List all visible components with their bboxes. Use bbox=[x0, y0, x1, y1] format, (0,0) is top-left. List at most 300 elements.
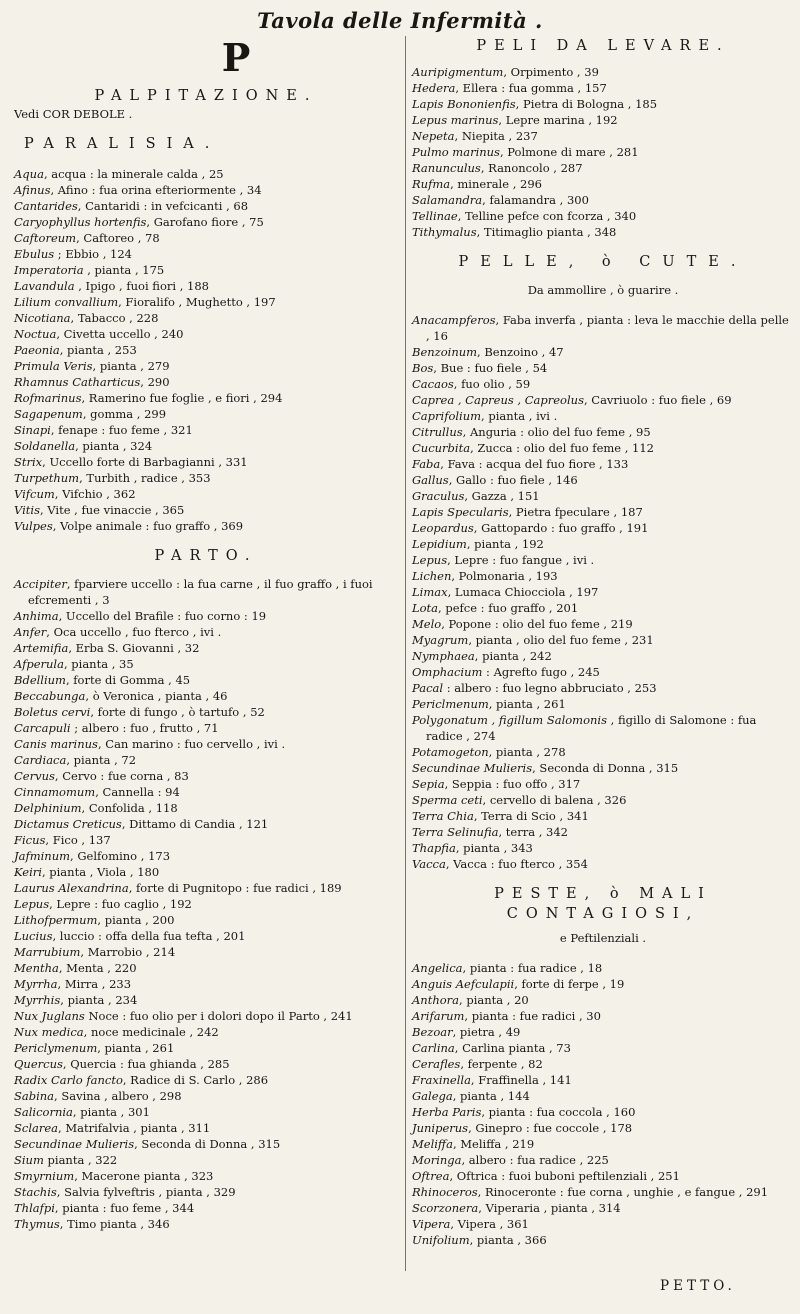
entry-text: , fuo olio , 59 bbox=[453, 377, 531, 391]
entry-term: Vifcum bbox=[14, 487, 55, 501]
entry-text: , Garofano fiore , 75 bbox=[146, 215, 264, 229]
entry-term: Vipera bbox=[412, 1217, 451, 1231]
index-entry bbox=[14, 912, 398, 928]
entry-text: , Rinoceronte : fue corna , unghie , e fangue , 291 bbox=[477, 1185, 769, 1199]
index-entry bbox=[412, 424, 794, 440]
entry-text: , pianta , 242 bbox=[474, 649, 552, 663]
entry-term: Sium bbox=[14, 1153, 44, 1167]
entry-text: , Cavriuolo : fuo fiele , 69 bbox=[583, 393, 732, 407]
entry-term: Pulmo marinus bbox=[412, 145, 500, 159]
index-entry bbox=[14, 246, 398, 262]
entry-term: Anguis Aefculapii bbox=[412, 977, 515, 991]
entry-term: Cervus bbox=[14, 769, 55, 783]
entry-term: Primula Veris bbox=[14, 359, 93, 373]
entry-text: , Civetta uccello , 240 bbox=[56, 327, 184, 341]
entry-text: , pianta , 324 bbox=[75, 439, 153, 453]
entry-term: Fraxinella bbox=[412, 1073, 471, 1087]
entry-term: Lota bbox=[412, 601, 439, 615]
index-entry bbox=[412, 1056, 794, 1072]
entry-text: , pianta , 279 bbox=[92, 359, 170, 373]
entry-text: , Orpimento , 39 bbox=[503, 65, 599, 79]
index-entry bbox=[14, 1184, 398, 1200]
index-entry bbox=[14, 1152, 398, 1168]
index-entry bbox=[14, 928, 398, 944]
column-divider bbox=[405, 36, 406, 1271]
left-column bbox=[14, 36, 398, 1232]
entry-text: , figillo di Salomone : fua radice , 274 bbox=[426, 713, 757, 743]
entry-term: Vitis bbox=[14, 503, 40, 517]
entry-term: Caprea , Capreus , Capreolus bbox=[412, 393, 584, 407]
entry-text: , pianta , 261 bbox=[97, 1041, 175, 1055]
index-entry bbox=[14, 294, 398, 310]
entry-term: Bezoar bbox=[412, 1025, 453, 1039]
entry-term: Nux medica bbox=[14, 1025, 84, 1039]
entry-term: Lapis Bononienfis bbox=[412, 97, 516, 111]
entry-text: , pianta , 278 bbox=[488, 745, 566, 759]
index-entry bbox=[412, 1200, 794, 1216]
index-entry bbox=[412, 616, 794, 632]
entry-text: , luccio : offa della fua tefta , 201 bbox=[52, 929, 246, 943]
entry-term: Caftoreum bbox=[14, 231, 77, 245]
entry-term: Marrubium bbox=[14, 945, 81, 959]
entry-text: , pianta , 175 bbox=[83, 263, 165, 277]
entry-text: , Timo pianta , 346 bbox=[59, 1217, 170, 1231]
index-entry bbox=[14, 960, 398, 976]
index-entry bbox=[14, 992, 398, 1008]
entry-term: Anfer bbox=[14, 625, 47, 639]
entry-text: , noce medicinale , 242 bbox=[83, 1025, 219, 1039]
entry-text: , Bue : fuo fiele , 54 bbox=[433, 361, 548, 375]
entry-term: Thymus bbox=[14, 1217, 60, 1231]
entry-term: Sperma ceti bbox=[412, 793, 483, 807]
entry-term: Potamogeton bbox=[412, 745, 489, 759]
index-entry bbox=[412, 1232, 794, 1248]
index-entry bbox=[412, 744, 794, 760]
entry-term: Ficus bbox=[14, 833, 46, 847]
index-entry bbox=[412, 568, 794, 584]
entry-term: Beccabunga bbox=[14, 689, 86, 703]
entry-text: , pianta , 253 bbox=[59, 343, 137, 357]
index-entry bbox=[14, 1136, 398, 1152]
entry-term: Gallus bbox=[412, 473, 449, 487]
entry-term: Aqua bbox=[14, 167, 44, 181]
entry-term: Caryophyllus hortenfis bbox=[14, 215, 147, 229]
entry-term: Periclymenum bbox=[14, 1041, 98, 1055]
entry-term: Anacampferos bbox=[412, 313, 496, 327]
entry-term: Herba Paris bbox=[412, 1105, 482, 1119]
index-entry bbox=[412, 192, 794, 208]
section-letter: P bbox=[221, 35, 251, 80]
heading-paralisia: PARALISIA. bbox=[24, 136, 221, 152]
entry-text: , pianta , 200 bbox=[97, 913, 175, 927]
entry-term: Salicornia bbox=[14, 1105, 73, 1119]
entry-text: , Gallo : fuo fiele , 146 bbox=[448, 473, 578, 487]
entry-term: Myrrhis bbox=[14, 993, 61, 1007]
entry-text: , Vipera , 361 bbox=[450, 1217, 529, 1231]
entry-text: , Macerone pianta , 323 bbox=[74, 1169, 214, 1183]
entry-text: , pianta , 366 bbox=[469, 1233, 547, 1247]
entry-text: , Ginepro : fue coccole , 178 bbox=[468, 1121, 633, 1135]
entry-text: , Zucca : olio del fuo feme , 112 bbox=[470, 441, 654, 455]
index-entry bbox=[14, 1056, 398, 1072]
index-entry bbox=[14, 800, 398, 816]
entry-term: Faba bbox=[412, 457, 441, 471]
entry-term: Terra Selinufia bbox=[412, 825, 499, 839]
index-entry bbox=[14, 1040, 398, 1056]
entry-text: , pianta : fuo feme , 344 bbox=[54, 1201, 195, 1215]
entry-term: Rofmarinus bbox=[14, 391, 82, 405]
index-entry bbox=[412, 360, 794, 376]
entry-text: , ferpente , 82 bbox=[460, 1057, 543, 1071]
index-entry bbox=[412, 960, 794, 976]
index-entry bbox=[412, 1072, 794, 1088]
index-entry bbox=[412, 664, 794, 680]
entry-term: Rufma bbox=[412, 177, 451, 191]
index-entry bbox=[14, 896, 398, 912]
entry-term: Galega bbox=[412, 1089, 453, 1103]
entry-text: , Erba S. Giovanni , 32 bbox=[68, 641, 200, 655]
entry-text: , Savina , albero , 298 bbox=[54, 1089, 182, 1103]
entry-text: , Lepre : fuo caglio , 192 bbox=[49, 897, 192, 911]
entry-text: , Lepre : fuo fangue , ivi . bbox=[447, 553, 595, 567]
index-entry bbox=[14, 576, 398, 608]
entry-term: Thapfia bbox=[412, 841, 456, 855]
index-entry bbox=[14, 816, 398, 832]
entry-term: Laurus Alexandrina bbox=[14, 881, 129, 895]
entry-text: , Afino : fua orina efteriormente , 34 bbox=[50, 183, 262, 197]
entry-text: , Vacca : fuo fterco , 354 bbox=[445, 857, 588, 871]
index-entry bbox=[412, 992, 794, 1008]
entry-text: , cervello di balena , 326 bbox=[482, 793, 627, 807]
index-entry bbox=[14, 640, 398, 656]
entry-text: , Polmonaria , 193 bbox=[451, 569, 558, 583]
entry-text: , forte di Gomma , 45 bbox=[65, 673, 191, 687]
index-entry bbox=[14, 1216, 398, 1232]
index-entry bbox=[14, 406, 398, 422]
entry-text: , Uccello forte di Barbagianni , 331 bbox=[42, 455, 248, 469]
entry-term: Lepidium bbox=[412, 537, 467, 551]
entry-text: , falamandra , 300 bbox=[482, 193, 589, 207]
entry-text: , Gelfomino , 173 bbox=[70, 849, 171, 863]
entry-text: , Polmone di mare , 281 bbox=[499, 145, 639, 159]
heading-peste: PESTE, ò MALI CONTAGIOSI, bbox=[494, 886, 712, 922]
entry-text: , Carlina pianta , 73 bbox=[454, 1041, 571, 1055]
heading-palpitazione: PALPITAZIONE. bbox=[94, 88, 318, 104]
entry-term: Anhima bbox=[14, 609, 59, 623]
entry-term: Imperatoria bbox=[14, 263, 84, 277]
entry-term: Salamandra bbox=[412, 193, 483, 207]
index-entry bbox=[14, 438, 398, 454]
entry-text: , Niepita , 237 bbox=[454, 129, 538, 143]
entry-text: , Seconda di Donna , 315 bbox=[134, 1137, 281, 1151]
index-entry bbox=[14, 470, 398, 486]
index-entry bbox=[412, 600, 794, 616]
entry-term: Auripigmentum bbox=[412, 65, 504, 79]
entry-text: , Pietra fpeculare , 187 bbox=[508, 505, 643, 519]
entry-text: , gomma , 299 bbox=[82, 407, 167, 421]
entry-text: , Lepre marina , 192 bbox=[498, 113, 618, 127]
index-entry bbox=[14, 720, 398, 736]
entry-term: Tithymalus bbox=[412, 225, 477, 239]
entry-term: Lichen bbox=[412, 569, 452, 583]
entry-term: Cinnamomum bbox=[14, 785, 96, 799]
index-entry bbox=[412, 504, 794, 520]
index-entry bbox=[412, 552, 794, 568]
entry-text: , Mirra , 233 bbox=[57, 977, 132, 991]
entry-text: , Confolida , 118 bbox=[81, 801, 178, 815]
index-entry bbox=[412, 648, 794, 664]
entry-text: , pianta , 192 bbox=[466, 537, 544, 551]
entry-term: Leopardus bbox=[412, 521, 474, 535]
entry-text: , Gazza , 151 bbox=[464, 489, 540, 503]
index-entry bbox=[14, 1008, 398, 1024]
index-entry bbox=[412, 64, 794, 80]
index-entry bbox=[412, 440, 794, 456]
index-entry bbox=[412, 392, 794, 408]
entry-text: , pianta , 72 bbox=[66, 753, 137, 767]
entry-text: , Seconda di Donna , 315 bbox=[532, 761, 679, 775]
right-column bbox=[412, 36, 794, 1248]
index-entry bbox=[14, 1088, 398, 1104]
index-entry bbox=[14, 848, 398, 864]
index-entry bbox=[412, 1088, 794, 1104]
entry-term: Noctua bbox=[14, 327, 57, 341]
entry-term: Anthora bbox=[412, 993, 460, 1007]
pelle-list bbox=[412, 312, 794, 872]
index-entry bbox=[412, 224, 794, 240]
entry-term: Smyrnium bbox=[14, 1169, 75, 1183]
index-entry bbox=[14, 608, 398, 624]
index-entry bbox=[412, 1184, 794, 1200]
entry-text: , terra , 342 bbox=[498, 825, 568, 839]
entry-term: Soldanella bbox=[14, 439, 76, 453]
entry-term: Bos bbox=[412, 361, 434, 375]
entry-term: Benzoinum bbox=[412, 345, 478, 359]
index-entry bbox=[14, 1200, 398, 1216]
entry-term: Unifolium bbox=[412, 1233, 470, 1247]
entry-term: Delphinium bbox=[14, 801, 82, 815]
index-entry bbox=[14, 278, 398, 294]
index-entry bbox=[412, 824, 794, 840]
entry-text: , Oca uccello , fuo fterco , ivi . bbox=[46, 625, 222, 639]
entry-text: , Oftrica : fuoi buboni peftilenziali , 251 bbox=[449, 1169, 680, 1183]
entry-term: Cerafles bbox=[412, 1057, 461, 1071]
entry-text: , pianta , 35 bbox=[63, 657, 134, 671]
entry-text: , Vifchio , 362 bbox=[54, 487, 136, 501]
index-entry bbox=[14, 358, 398, 374]
index-entry bbox=[14, 214, 398, 230]
entry-term: Lapis Specularis bbox=[412, 505, 509, 519]
entry-term: Nicotiana bbox=[14, 311, 71, 325]
index-entry bbox=[412, 1008, 794, 1024]
entry-term: Secundinae Mulieris bbox=[14, 1137, 135, 1151]
entry-text: , fenape : fuo feme , 321 bbox=[50, 423, 193, 437]
entry-text: , fparviere uccello : la fua carne , il fuo graffo , i fuoi efcrementi , 3 bbox=[28, 577, 373, 607]
entry-text: , Quercia : fua ghianda , 285 bbox=[62, 1057, 230, 1071]
entry-term: Lavandula bbox=[14, 279, 75, 293]
entry-text: , Uccello del Brafile : fuo corno : 19 bbox=[58, 609, 267, 623]
entry-term: Mentha bbox=[14, 961, 59, 975]
index-entry bbox=[14, 486, 398, 502]
entry-term: Rhinoceros bbox=[412, 1185, 478, 1199]
entry-term: Turpethum bbox=[14, 471, 80, 485]
index-entry bbox=[14, 310, 398, 326]
entry-text: , pianta : fua radice , 18 bbox=[462, 961, 603, 975]
page-title: Tavola delle Infermità . bbox=[257, 8, 543, 33]
entry-term: Boletus cervi bbox=[14, 705, 91, 719]
entry-term: Angelica bbox=[412, 961, 463, 975]
entry-text: , Viperaria , pianta , 314 bbox=[478, 1201, 621, 1215]
entry-term: Cardiaca bbox=[14, 753, 67, 767]
index-entry bbox=[14, 672, 398, 688]
entry-text: , Vite , fue vinaccie , 365 bbox=[39, 503, 185, 517]
index-entry bbox=[412, 1216, 794, 1232]
index-entry bbox=[14, 704, 398, 720]
entry-text: , Faba inverfa , pianta : leva le macchie della pelle , 16 bbox=[426, 313, 789, 343]
index-entry bbox=[412, 1040, 794, 1056]
entry-text: , Terra di Scio , 341 bbox=[473, 809, 589, 823]
entry-term: Cacaos bbox=[412, 377, 454, 391]
entry-text: , pianta , 20 bbox=[459, 993, 529, 1007]
index-entry bbox=[14, 1104, 398, 1120]
entry-term: Ranunculus bbox=[412, 161, 481, 175]
entry-term: Omphacium bbox=[412, 665, 483, 679]
entry-text: , Tabacco , 228 bbox=[70, 311, 159, 325]
index-entry bbox=[14, 502, 398, 518]
index-entry bbox=[14, 656, 398, 672]
entry-text: , Meliffa , 219 bbox=[452, 1137, 535, 1151]
entry-term: Oftrea bbox=[412, 1169, 450, 1183]
entry-text: , Benzoino , 47 bbox=[477, 345, 564, 359]
index-entry bbox=[412, 1152, 794, 1168]
index-entry bbox=[14, 768, 398, 784]
entry-term: Lucius bbox=[14, 929, 53, 943]
entry-text: , forte di ferpe , 19 bbox=[514, 977, 625, 991]
index-entry bbox=[412, 760, 794, 776]
entry-text: , Can marino : fuo cervello , ivi . bbox=[97, 737, 286, 751]
parto-list bbox=[14, 576, 398, 1232]
index-entry bbox=[412, 840, 794, 856]
index-entry bbox=[14, 736, 398, 752]
index-entry bbox=[14, 230, 398, 246]
entry-text: , Gattopardo : fuo graffo , 191 bbox=[473, 521, 649, 535]
entry-term: Nux Juglans bbox=[14, 1009, 85, 1023]
entry-term: Keiri bbox=[14, 865, 42, 879]
index-entry bbox=[412, 128, 794, 144]
entry-term: Periclmenum bbox=[412, 697, 489, 711]
entry-term: Vulpes bbox=[14, 519, 53, 533]
entry-term: Cantarides bbox=[14, 199, 78, 213]
index-entry bbox=[412, 176, 794, 192]
entry-text: , minerale , 296 bbox=[450, 177, 542, 191]
peste-list bbox=[412, 960, 794, 1248]
entry-text: , Fico , 137 bbox=[45, 833, 111, 847]
entry-text: , Marrobio , 214 bbox=[80, 945, 176, 959]
entry-text: , Fioralifo , Mughetto , 197 bbox=[118, 295, 276, 309]
index-entry bbox=[412, 1168, 794, 1184]
entry-term: Sagapenum bbox=[14, 407, 83, 421]
index-entry bbox=[14, 784, 398, 800]
index-entry bbox=[412, 808, 794, 824]
entry-term: Pacal bbox=[412, 681, 444, 695]
index-entry bbox=[14, 518, 398, 534]
entry-text: , Cantaridi : in vefcicanti , 68 bbox=[77, 199, 249, 213]
entry-text: , 290 bbox=[140, 375, 170, 389]
entry-text: , pietra , 49 bbox=[452, 1025, 521, 1039]
entry-term: Myagrum bbox=[412, 633, 469, 647]
entry-term: Lepus marinus bbox=[412, 113, 499, 127]
entry-text: , pianta : fue radici , 30 bbox=[464, 1009, 601, 1023]
entry-text: , Telline pefce con fcorza , 340 bbox=[457, 209, 637, 223]
index-entry bbox=[14, 624, 398, 640]
index-entry bbox=[412, 80, 794, 96]
subheading-peste: e Peftilenziali . bbox=[559, 931, 647, 945]
entry-term: Juniperus bbox=[412, 1121, 469, 1135]
index-entry bbox=[412, 520, 794, 536]
heading-peli: PELI DA LEVARE. bbox=[476, 38, 730, 54]
entry-text: , pianta , 144 bbox=[452, 1089, 530, 1103]
see-also-palpitazione: Vedi COR DEBOLE . bbox=[14, 107, 133, 121]
entry-text: , Turbith , radice , 353 bbox=[79, 471, 211, 485]
entry-text: , Matrifalvia , pianta , 311 bbox=[58, 1121, 211, 1135]
index-entry bbox=[14, 864, 398, 880]
peli-list bbox=[412, 64, 794, 240]
index-entry bbox=[14, 1168, 398, 1184]
entry-term: Sabina bbox=[14, 1089, 55, 1103]
entry-term: Cucurbita bbox=[412, 441, 471, 455]
entry-term: Lithofpermum bbox=[14, 913, 98, 927]
index-entry bbox=[412, 488, 794, 504]
entry-text: ; Ebbio , 124 bbox=[54, 247, 132, 261]
entry-text: , Fava : acqua del fuo fiore , 133 bbox=[440, 457, 629, 471]
entry-term: Myrrha bbox=[14, 977, 58, 991]
index-entry bbox=[412, 456, 794, 472]
index-entry bbox=[412, 712, 794, 744]
entry-text: , Pietra di Bologna , 185 bbox=[515, 97, 658, 111]
index-entry bbox=[412, 408, 794, 424]
entry-text: , Ellera : fua gomma , 157 bbox=[455, 81, 607, 95]
entry-text: , Radice di S. Carlo , 286 bbox=[122, 1073, 269, 1087]
entry-term: Limax bbox=[412, 585, 448, 599]
entry-text: : albero : fuo legno abbruciato , 253 bbox=[443, 681, 657, 695]
entry-text: , pianta , Viola , 180 bbox=[41, 865, 160, 879]
entry-term: Accipiter bbox=[14, 577, 67, 591]
index-entry bbox=[412, 1136, 794, 1152]
entry-text: , Cervo : fue corna , 83 bbox=[54, 769, 189, 783]
entry-text: , pianta : fua coccola , 160 bbox=[481, 1105, 636, 1119]
entry-text: pianta , 322 bbox=[43, 1153, 118, 1167]
entry-term: Artemifia bbox=[14, 641, 69, 655]
entry-term: Moringa bbox=[412, 1153, 462, 1167]
entry-term: Carlina bbox=[412, 1041, 455, 1055]
entry-term: Strix bbox=[14, 455, 43, 469]
index-entry bbox=[412, 1104, 794, 1120]
heading-parto: PARTO. bbox=[154, 548, 258, 564]
entry-text: , pefce : fuo graffo , 201 bbox=[438, 601, 579, 615]
entry-term: Terra Chia bbox=[412, 809, 474, 823]
index-entry bbox=[412, 856, 794, 872]
entry-term: Sepia bbox=[412, 777, 445, 791]
catchword: PETTO. bbox=[660, 1278, 736, 1294]
entry-term: Graculus bbox=[412, 489, 465, 503]
index-entry bbox=[14, 342, 398, 358]
entry-term: Ebulus bbox=[14, 247, 55, 261]
entry-text: : Agrefto fugo , 245 bbox=[482, 665, 600, 679]
entry-term: Citrullus bbox=[412, 425, 463, 439]
entry-text: , Dittamo di Candia , 121 bbox=[121, 817, 269, 831]
entry-term: Lilium convallium bbox=[14, 295, 119, 309]
entry-text: , Caftoreo , 78 bbox=[76, 231, 160, 245]
